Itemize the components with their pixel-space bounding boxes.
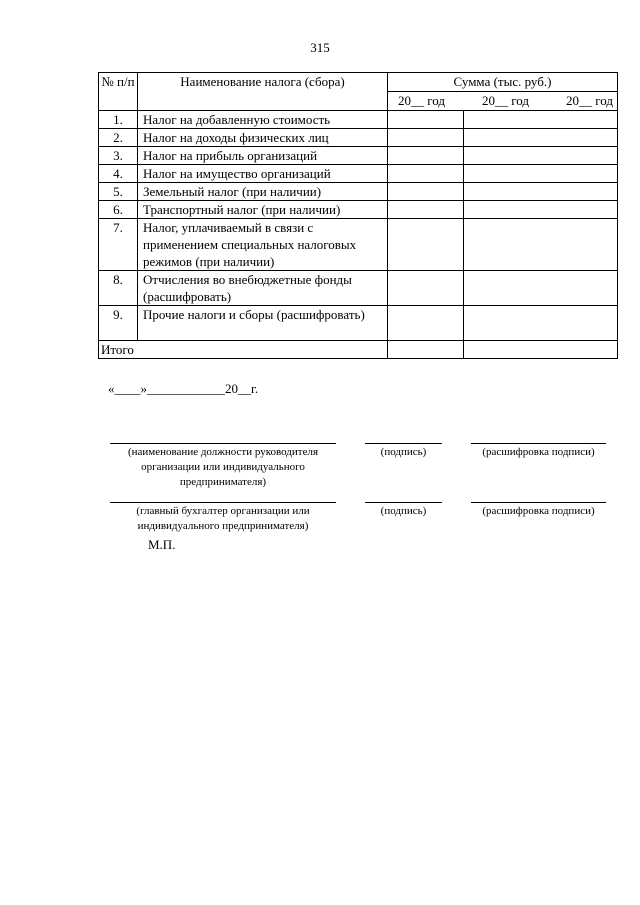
row-tax-name: Земельный налог (при наличии) <box>138 183 388 201</box>
sum-cell <box>464 183 618 201</box>
stamp-place: М.П. <box>148 537 176 552</box>
sum-cell <box>388 111 464 129</box>
sum-cell <box>388 219 464 271</box>
signature-line <box>110 502 336 503</box>
sum-cell <box>464 201 618 219</box>
year-1: 20__ год <box>398 93 445 108</box>
sum-cell <box>464 129 618 147</box>
sum-cell <box>388 271 464 306</box>
row-tax-name: Налог на имущество организаций <box>138 165 388 183</box>
sum-cell <box>464 111 618 129</box>
date-line: «____»____________20__г. <box>108 381 259 396</box>
header-number: № п/п <box>99 73 138 111</box>
row-tax-name: Налог на добавленную стоимость <box>138 111 388 129</box>
row-number: 8. <box>99 271 138 306</box>
row-number: 6. <box>99 201 138 219</box>
sum-cell <box>388 147 464 165</box>
sum-cell <box>464 306 618 341</box>
signature-line <box>110 443 336 444</box>
row-number: 9. <box>99 306 138 341</box>
row-number: 7. <box>99 219 138 271</box>
row-tax-name: Налог на прибыль организаций <box>138 147 388 165</box>
accountant-caption: (главный бухгалтер организации или индивидуального предпринимателя) <box>136 505 310 532</box>
header-tax-name: Наименование налога (сбора) <box>138 73 388 111</box>
tax-table <box>98 72 618 359</box>
row-number: 4. <box>99 165 138 183</box>
decoding-caption: (расшифровка подписи) <box>482 446 595 458</box>
table-row <box>99 306 618 341</box>
sum-cell <box>464 271 618 306</box>
table-row <box>99 201 618 219</box>
year-2: 20__ год <box>482 93 529 108</box>
row-number: 5. <box>99 183 138 201</box>
table-row <box>99 111 618 129</box>
header-years <box>388 92 618 111</box>
signature-caption: (подпись) <box>380 505 427 517</box>
sum-cell <box>464 147 618 165</box>
row-number: 3. <box>99 147 138 165</box>
row-tax-name: Прочие налоги и сборы (расшифровать) <box>138 306 388 341</box>
signature-line <box>365 502 442 503</box>
signature-line <box>471 502 606 503</box>
head-position-caption: (наименование должности руководителя организации или индивидуального предпринимателя) <box>127 446 319 488</box>
header-sum: Сумма (тыс. руб.) <box>388 73 618 92</box>
table-row <box>99 183 618 201</box>
row-number: 2. <box>99 129 138 147</box>
signature-line <box>365 443 442 444</box>
sum-cell <box>388 306 464 341</box>
row-tax-name: Транспортный налог (при наличии) <box>138 201 388 219</box>
signature-caption: (подпись) <box>380 446 427 458</box>
decoding-caption: (расшифровка подписи) <box>482 505 595 517</box>
total-row <box>99 341 618 359</box>
total-label: Итого <box>99 341 388 359</box>
year-3: 20__ год <box>566 93 613 108</box>
row-tax-name: Налог на доходы физических лиц <box>138 129 388 147</box>
sum-cell <box>464 165 618 183</box>
page-number: 315 <box>310 40 330 55</box>
table-row <box>99 129 618 147</box>
sum-cell <box>464 219 618 271</box>
sum-cell <box>388 201 464 219</box>
sum-cell <box>388 341 464 359</box>
signature-line <box>471 443 606 444</box>
sum-cell <box>388 165 464 183</box>
table-row <box>99 165 618 183</box>
row-tax-name: Отчисления во внебюджетные фонды (расшифровать) <box>138 271 388 306</box>
table-row <box>99 271 618 306</box>
sum-cell <box>464 341 618 359</box>
table-row <box>99 147 618 165</box>
sum-cell <box>388 183 464 201</box>
row-number: 1. <box>99 111 138 129</box>
row-tax-name: Налог, уплачиваемый в связи с применением специальных налоговых режимов (при наличии) <box>138 219 388 271</box>
table-row <box>99 219 618 271</box>
sum-cell <box>388 129 464 147</box>
